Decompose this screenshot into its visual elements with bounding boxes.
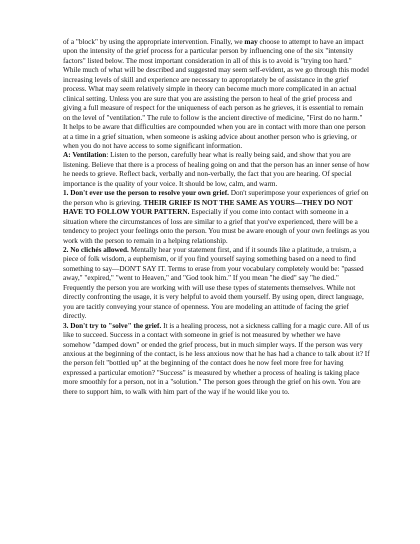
- text-run: While much of what will be described and suggested may seem self-evident, as we go through this model increasing levels of skill and experience are necessary to appropriately be of assistance in the grief process. What may seem relatively simple in theory can become much more complicated in an actual clinical setting. Unless you are sure that you are assisting the person to heal of the grief process and giving a full measure of respect for the uniqueness of each person as he grieves, it is essential to remain on the level of "ventilation." The rule to follow is the ancient directive of medicine, "First do no harm.": [63, 66, 370, 122]
- text-run: of a "block" by using the appropriate intervention. Finally, we: [63, 38, 245, 46]
- text-run: Frequently the person you are working with will use these types of statements themselves. While not directly confronting the usage, it is very helpful to avoid them yourself. By using open, direct language, you are tacitly conveying your stance of openness. You are modeling an attitude of facing the grief directly.: [63, 283, 364, 321]
- text-run: Especially if you come into contact with someone in a situation where the circumstances of loss are similar to a grief that you've experienced, there will be a tendency to project your feelings onto the person. You must be aware enough of your own feelings as you work with the person to remain in a helping relationship.: [63, 208, 370, 245]
- bold-text-run: 3. Don't try to "solve" the grief.: [63, 321, 162, 330]
- body-text: [63, 38, 370, 397]
- paragraph: [63, 66, 370, 123]
- paragraph: [63, 246, 370, 284]
- text-run: Don't superimpose your experiences of grief on the person who is grieving.: [63, 189, 369, 207]
- bold-text-run: may: [244, 38, 258, 46]
- bold-text-run: THEIR GRIEF IS NOT THE SAME AS YOURS—THEY DO NOT HAVE TO FOLLOW YOUR PATTERN.: [63, 198, 353, 217]
- bold-text-run: A: Ventilation: [63, 151, 107, 160]
- paragraph: [63, 189, 370, 246]
- paragraph: [63, 151, 370, 189]
- text-run: choose to attempt to have an impact upon the intensity of the grief process for a particular person by influencing one of the six "intensity factors" listed below. The most important consideration in all of this is to avoid is "trying too hard.": [63, 38, 364, 65]
- text-run: Mentally hear your statement first, and if it sounds like a platitude, a truism, a piece of folk wisdom, a euphemism, or if you find yourself saying something based on a need to find something to say—DON'T SAY IT. Terms to erase from your vocabulary completely would be: "passed away," "expired," "went to Heaven," and "God took him." If you mean "he died" say "he died.": [63, 245, 364, 283]
- paragraph: [63, 38, 370, 66]
- paragraph: [63, 123, 370, 151]
- text-run: It is a healing process, not a sickness calling for a magic cure. All of us like to succeed. Success in a contact with someone in grief is not measured by whether we have somehow "damped down" or ended the grief process, but in much simpler ways. If the person was very anxious at the beginning of the contact, is he less anxious now that he has had a chance to talk about it? If the person felt "bottled up" at the beginning of the contact does he now feel more free for having expressed a particular emotion? "Success" is measured by whether a process of healing is taking place more smoothly for a person, not in a "solution." The person goes through the grief on his own. You are there to support him, to walk with him part of the way if he would like you to.: [63, 321, 370, 396]
- paragraph: [63, 284, 370, 322]
- text-run: It helps to be aware that difficulties are compounded when you are in contact with more than one person at a time in a grief situation, when someone is asking advice about another person who is grieving, or when you do not have access to some significant information.: [63, 123, 366, 150]
- bold-text-run: 1. Don't ever use the person to resolve your own grief.: [63, 189, 229, 198]
- bold-text-run: 2. No clichés allowed.: [63, 245, 129, 254]
- text-run: : Listen to the person, carefully hear what is really being said, and show that you are listening. Believe that there is a process of healing going on and that the person has an inner sense of how he needs to grieve. Reflect back, verbally and non-verbally, the fact that you are hearing. Of special importance is the quality of your voice. It should be low, calm, and warm.: [63, 151, 370, 188]
- paragraph: [63, 322, 370, 398]
